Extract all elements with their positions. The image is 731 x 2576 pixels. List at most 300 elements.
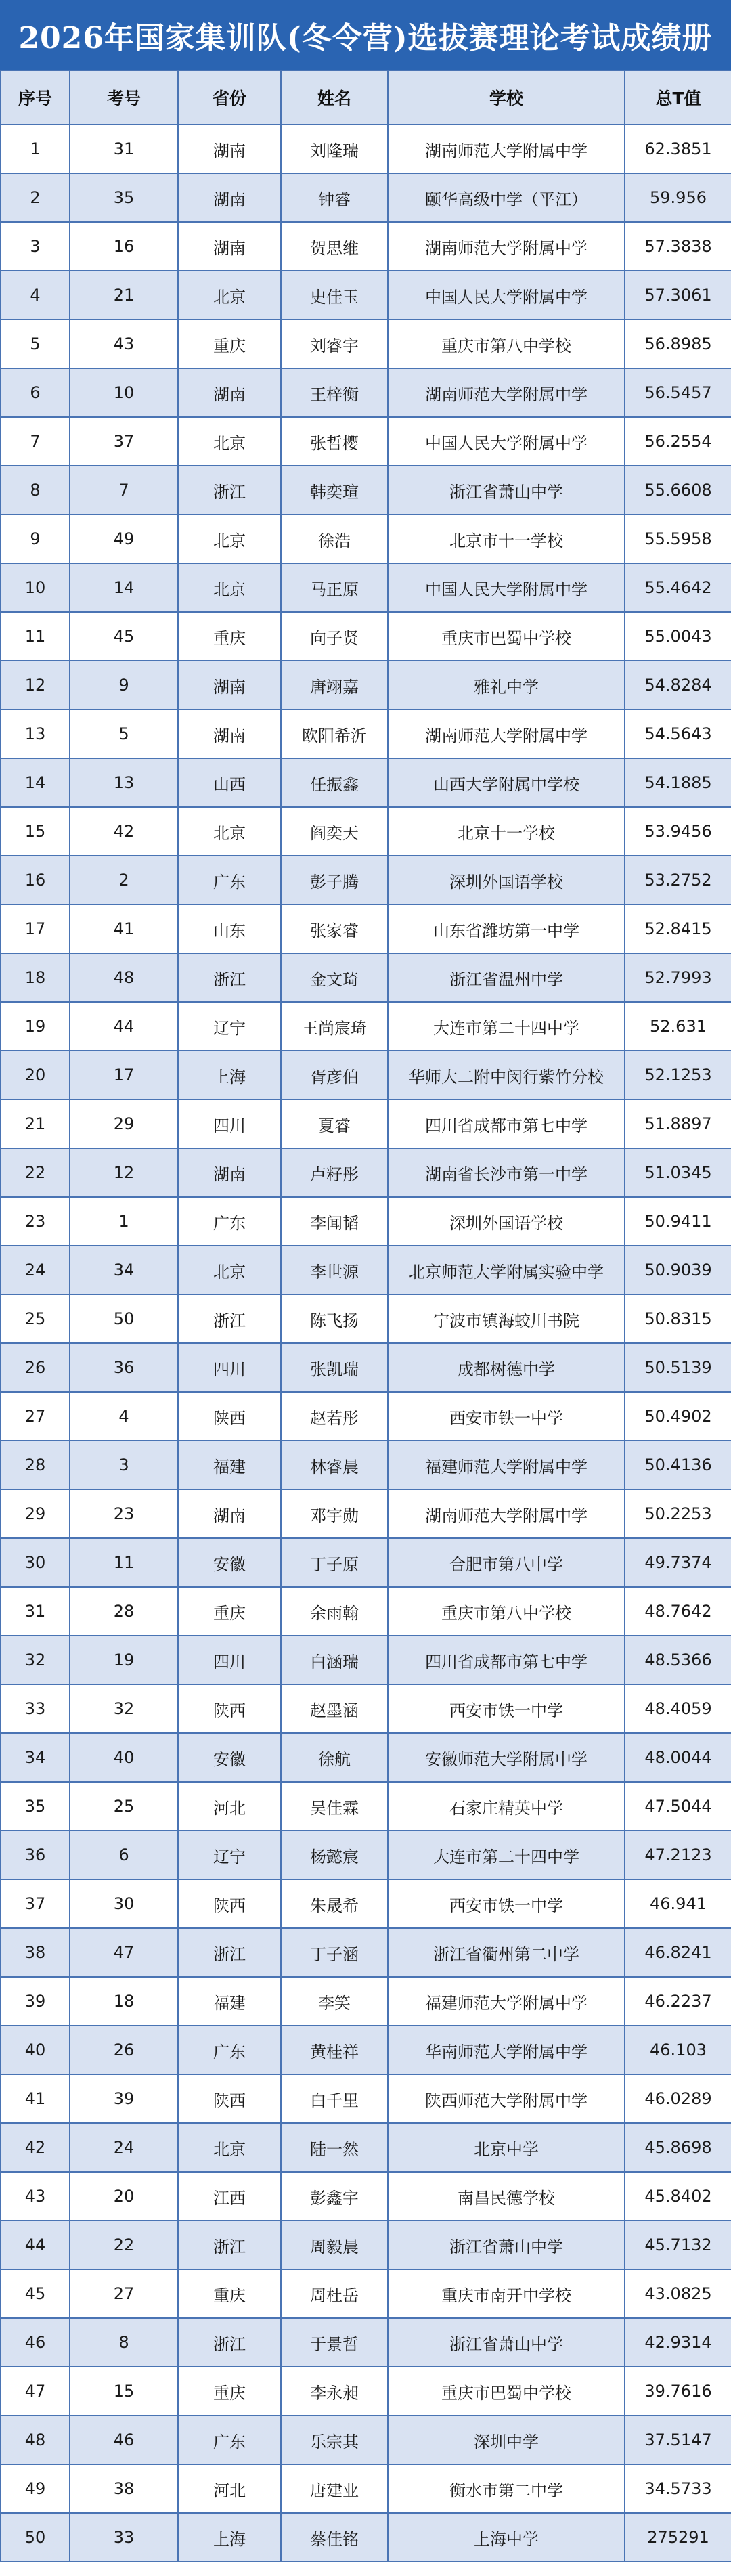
cell-province: 重庆	[178, 2269, 281, 2318]
table-row	[1, 856, 731, 904]
cell-exam-number: 47	[70, 1928, 178, 1977]
cell-rank: 28	[1, 1441, 70, 1489]
cell-name: 吴佳霖	[281, 1782, 388, 1831]
cell-province: 湖南	[178, 125, 281, 173]
cell-school: 浙江省温州中学	[388, 953, 625, 1002]
cell-school: 湖南省长沙市第一中学	[388, 1148, 625, 1197]
table-row	[1, 807, 731, 856]
cell-school: 华南师范大学附属中学	[388, 2026, 625, 2074]
cell-name: 赵若彤	[281, 1392, 388, 1441]
table-row	[1, 222, 731, 271]
cell-school: 西安市铁一中学	[388, 1684, 625, 1733]
cell-exam-number: 7	[70, 466, 178, 515]
cell-exam-number: 31	[70, 125, 178, 173]
cell-exam-number: 10	[70, 368, 178, 417]
cell-name: 唐翊嘉	[281, 661, 388, 710]
cell-rank: 18	[1, 953, 70, 1002]
cell-school: 四川省成都市第七中学	[388, 1099, 625, 1148]
cell-exam-number: 35	[70, 173, 178, 222]
cell-rank: 5	[1, 320, 70, 368]
cell-total-t: 57.3838	[625, 222, 731, 271]
cell-school: 安徽师范大学附属中学	[388, 1733, 625, 1782]
cell-school: 衡水市第二中学	[388, 2464, 625, 2513]
cell-exam-number: 29	[70, 1099, 178, 1148]
cell-school: 重庆市第八中学校	[388, 320, 625, 368]
cell-exam-number: 44	[70, 1002, 178, 1051]
cell-school: 湖南师范大学附属中学	[388, 125, 625, 173]
cell-name: 陈飞扬	[281, 1294, 388, 1343]
cell-name: 张家睿	[281, 904, 388, 953]
cell-school: 深圳外国语学校	[388, 1197, 625, 1246]
cell-name: 徐航	[281, 1733, 388, 1782]
cell-name: 陆一然	[281, 2123, 388, 2172]
cell-rank: 21	[1, 1099, 70, 1148]
cell-exam-number: 17	[70, 1051, 178, 1099]
cell-province: 广东	[178, 856, 281, 904]
cell-total-t: 43.0825	[625, 2269, 731, 2318]
cell-name: 周毅晨	[281, 2221, 388, 2269]
cell-total-t: 54.8284	[625, 661, 731, 710]
cell-rank: 44	[1, 2221, 70, 2269]
table-row	[1, 125, 731, 173]
cell-rank: 14	[1, 758, 70, 807]
cell-exam-number: 27	[70, 2269, 178, 2318]
table-row	[1, 563, 731, 612]
cell-exam-number: 21	[70, 271, 178, 320]
cell-total-t: 42.9314	[625, 2318, 731, 2367]
cell-rank: 38	[1, 1928, 70, 1977]
cell-name: 丁子原	[281, 1538, 388, 1587]
cell-province: 重庆	[178, 320, 281, 368]
cell-name: 张哲樱	[281, 417, 388, 466]
cell-total-t: 51.8897	[625, 1099, 731, 1148]
cell-total-t: 55.4642	[625, 563, 731, 612]
table-row	[1, 1051, 731, 1099]
cell-total-t: 46.2237	[625, 1977, 731, 2026]
cell-province: 重庆	[178, 2367, 281, 2416]
page-title: 2026年国家集训队(冬令营)选拔赛理论考试成绩册	[0, 0, 731, 70]
cell-name: 向子贤	[281, 612, 388, 661]
cell-rank: 26	[1, 1343, 70, 1392]
cell-name: 史佳玉	[281, 271, 388, 320]
cell-rank: 40	[1, 2026, 70, 2074]
cell-rank: 25	[1, 1294, 70, 1343]
cell-name: 卢籽彤	[281, 1148, 388, 1197]
table-row	[1, 2269, 731, 2318]
cell-exam-number: 14	[70, 563, 178, 612]
cell-province: 浙江	[178, 2221, 281, 2269]
cell-exam-number: 48	[70, 953, 178, 1002]
cell-exam-number: 11	[70, 1538, 178, 1587]
cell-name: 林睿晨	[281, 1441, 388, 1489]
cell-name: 邓宇勋	[281, 1489, 388, 1538]
cell-exam-number: 42	[70, 807, 178, 856]
cell-name: 韩奕瑄	[281, 466, 388, 515]
cell-school: 浙江省萧山中学	[388, 2318, 625, 2367]
cell-school: 湖南师范大学附属中学	[388, 1489, 625, 1538]
cell-name: 周杜岳	[281, 2269, 388, 2318]
table-row	[1, 1684, 731, 1733]
cell-total-t: 48.4059	[625, 1684, 731, 1733]
cell-rank: 22	[1, 1148, 70, 1197]
cell-province: 上海	[178, 1051, 281, 1099]
cell-province: 湖南	[178, 222, 281, 271]
cell-total-t: 55.5958	[625, 515, 731, 563]
cell-total-t: 46.941	[625, 1879, 731, 1928]
table-row	[1, 2367, 731, 2416]
cell-school: 重庆市南开中学校	[388, 2269, 625, 2318]
cell-total-t: 62.3851	[625, 125, 731, 173]
cell-province: 上海	[178, 2513, 281, 2562]
cell-province: 山东	[178, 904, 281, 953]
cell-exam-number: 6	[70, 1831, 178, 1879]
cell-school: 中国人民大学附属中学	[388, 563, 625, 612]
cell-total-t: 54.1885	[625, 758, 731, 807]
cell-rank: 42	[1, 2123, 70, 2172]
cell-rank: 48	[1, 2416, 70, 2464]
cell-total-t: 48.5366	[625, 1636, 731, 1684]
cell-total-t: 51.0345	[625, 1148, 731, 1197]
cell-total-t: 45.7132	[625, 2221, 731, 2269]
table-row	[1, 2513, 731, 2562]
cell-exam-number: 9	[70, 661, 178, 710]
table-row	[1, 1441, 731, 1489]
cell-school: 成都树德中学	[388, 1343, 625, 1392]
cell-exam-number: 23	[70, 1489, 178, 1538]
cell-total-t: 56.2554	[625, 417, 731, 466]
cell-rank: 3	[1, 222, 70, 271]
cell-province: 四川	[178, 1636, 281, 1684]
table-header	[1, 70, 731, 125]
cell-school: 北京中学	[388, 2123, 625, 2172]
cell-name: 王梓衡	[281, 368, 388, 417]
cell-school: 石家庄精英中学	[388, 1782, 625, 1831]
cell-province: 辽宁	[178, 1831, 281, 1879]
cell-province: 陕西	[178, 2074, 281, 2123]
cell-province: 四川	[178, 1343, 281, 1392]
cell-rank: 16	[1, 856, 70, 904]
table-row	[1, 661, 731, 710]
cell-rank: 19	[1, 1002, 70, 1051]
table-row	[1, 1246, 731, 1294]
cell-province: 北京	[178, 563, 281, 612]
cell-province: 江西	[178, 2172, 281, 2221]
table-row	[1, 2318, 731, 2367]
cell-rank: 23	[1, 1197, 70, 1246]
cell-name: 张凯瑞	[281, 1343, 388, 1392]
cell-province: 陕西	[178, 1392, 281, 1441]
cell-province: 湖南	[178, 368, 281, 417]
cell-rank: 9	[1, 515, 70, 563]
cell-province: 湖南	[178, 1489, 281, 1538]
cell-total-t: 59.956	[625, 173, 731, 222]
cell-rank: 41	[1, 2074, 70, 2123]
cell-exam-number: 4	[70, 1392, 178, 1441]
cell-school: 北京市十一学校	[388, 515, 625, 563]
cell-name: 贺思维	[281, 222, 388, 271]
cell-total-t: 50.2253	[625, 1489, 731, 1538]
cell-school: 宁波市镇海蛟川书院	[388, 1294, 625, 1343]
cell-school: 深圳外国语学校	[388, 856, 625, 904]
table-row	[1, 2026, 731, 2074]
cell-province: 重庆	[178, 1587, 281, 1636]
cell-province: 湖南	[178, 710, 281, 758]
cell-rank: 36	[1, 1831, 70, 1879]
cell-school: 福建师范大学附属中学	[388, 1441, 625, 1489]
col-header-rank: 序号	[1, 70, 70, 125]
table-row	[1, 173, 731, 222]
cell-name: 欧阳希沂	[281, 710, 388, 758]
cell-province: 浙江	[178, 466, 281, 515]
cell-rank: 27	[1, 1392, 70, 1441]
cell-exam-number: 16	[70, 222, 178, 271]
cell-exam-number: 33	[70, 2513, 178, 2562]
cell-exam-number: 43	[70, 320, 178, 368]
cell-exam-number: 1	[70, 1197, 178, 1246]
cell-rank: 32	[1, 1636, 70, 1684]
cell-rank: 12	[1, 661, 70, 710]
cell-name: 黄桂祥	[281, 2026, 388, 2074]
cell-name: 刘隆瑞	[281, 125, 388, 173]
cell-name: 白千里	[281, 2074, 388, 2123]
cell-exam-number: 12	[70, 1148, 178, 1197]
cell-rank: 49	[1, 2464, 70, 2513]
cell-rank: 39	[1, 1977, 70, 2026]
table-row	[1, 1538, 731, 1587]
cell-name: 唐建业	[281, 2464, 388, 2513]
cell-total-t: 52.1253	[625, 1051, 731, 1099]
table-row	[1, 1343, 731, 1392]
cell-name: 阎奕天	[281, 807, 388, 856]
table-row	[1, 1099, 731, 1148]
cell-rank: 29	[1, 1489, 70, 1538]
cell-total-t: 52.8415	[625, 904, 731, 953]
cell-exam-number: 36	[70, 1343, 178, 1392]
table-row	[1, 953, 731, 1002]
cell-school: 中国人民大学附属中学	[388, 271, 625, 320]
cell-school: 大连市第二十四中学	[388, 1002, 625, 1051]
cell-name: 夏睿	[281, 1099, 388, 1148]
cell-name: 余雨翰	[281, 1587, 388, 1636]
cell-name: 白涵瑞	[281, 1636, 388, 1684]
cell-school: 西安市铁一中学	[388, 1879, 625, 1928]
cell-school: 中国人民大学附属中学	[388, 417, 625, 466]
cell-exam-number: 20	[70, 2172, 178, 2221]
cell-school: 浙江省萧山中学	[388, 2221, 625, 2269]
cell-province: 广东	[178, 2416, 281, 2464]
cell-exam-number: 2	[70, 856, 178, 904]
cell-exam-number: 30	[70, 1879, 178, 1928]
table-row	[1, 515, 731, 563]
cell-name: 徐浩	[281, 515, 388, 563]
cell-province: 浙江	[178, 953, 281, 1002]
table-row	[1, 466, 731, 515]
table-row	[1, 904, 731, 953]
cell-rank: 13	[1, 710, 70, 758]
cell-province: 广东	[178, 1197, 281, 1246]
cell-school: 合肥市第八中学	[388, 1538, 625, 1587]
cell-exam-number: 26	[70, 2026, 178, 2074]
cell-total-t: 52.631	[625, 1002, 731, 1051]
table-row	[1, 612, 731, 661]
cell-rank: 43	[1, 2172, 70, 2221]
cell-exam-number: 25	[70, 1782, 178, 1831]
cell-total-t: 47.2123	[625, 1831, 731, 1879]
cell-school: 北京师范大学附属实验中学	[388, 1246, 625, 1294]
cell-school: 湖南师范大学附属中学	[388, 710, 625, 758]
cell-name: 李笑	[281, 1977, 388, 2026]
cell-province: 北京	[178, 515, 281, 563]
cell-province: 福建	[178, 1977, 281, 2026]
table-row	[1, 1392, 731, 1441]
cell-exam-number: 13	[70, 758, 178, 807]
cell-province: 四川	[178, 1099, 281, 1148]
cell-total-t: 55.0043	[625, 612, 731, 661]
cell-school: 重庆市第八中学校	[388, 1587, 625, 1636]
table-row	[1, 2123, 731, 2172]
cell-province: 北京	[178, 2123, 281, 2172]
cell-name: 赵墨涵	[281, 1684, 388, 1733]
cell-total-t: 53.2752	[625, 856, 731, 904]
table-body	[1, 125, 731, 2562]
cell-name: 丁子涵	[281, 1928, 388, 1977]
cell-rank: 11	[1, 612, 70, 661]
cell-school: 浙江省萧山中学	[388, 466, 625, 515]
cell-exam-number: 24	[70, 2123, 178, 2172]
cell-name: 王尚宸琦	[281, 1002, 388, 1051]
table-row	[1, 1489, 731, 1538]
cell-exam-number: 19	[70, 1636, 178, 1684]
cell-name: 杨懿宸	[281, 1831, 388, 1879]
cell-name: 金文琦	[281, 953, 388, 1002]
cell-rank: 20	[1, 1051, 70, 1099]
cell-total-t: 50.8315	[625, 1294, 731, 1343]
cell-school: 西安市铁一中学	[388, 1392, 625, 1441]
cell-school: 湖南师范大学附属中学	[388, 222, 625, 271]
cell-exam-number: 28	[70, 1587, 178, 1636]
cell-province: 浙江	[178, 1294, 281, 1343]
cell-exam-number: 50	[70, 1294, 178, 1343]
cell-province: 湖南	[178, 1148, 281, 1197]
col-header-province: 省份	[178, 70, 281, 125]
cell-rank: 46	[1, 2318, 70, 2367]
col-header-total-t: 总T值	[625, 70, 731, 125]
cell-name: 朱晟希	[281, 1879, 388, 1928]
cell-total-t: 46.103	[625, 2026, 731, 2074]
table-row	[1, 320, 731, 368]
cell-exam-number: 39	[70, 2074, 178, 2123]
cell-total-t: 48.7642	[625, 1587, 731, 1636]
col-header-name: 姓名	[281, 70, 388, 125]
table-row	[1, 368, 731, 417]
cell-total-t: 53.9456	[625, 807, 731, 856]
cell-rank: 50	[1, 2513, 70, 2562]
cell-school: 南昌民德学校	[388, 2172, 625, 2221]
cell-name: 马正原	[281, 563, 388, 612]
cell-name: 李世源	[281, 1246, 388, 1294]
cell-province: 福建	[178, 1441, 281, 1489]
cell-exam-number: 18	[70, 1977, 178, 2026]
cell-total-t: 50.4902	[625, 1392, 731, 1441]
cell-total-t: 37.5147	[625, 2416, 731, 2464]
cell-province: 辽宁	[178, 1002, 281, 1051]
cell-province: 北京	[178, 1246, 281, 1294]
cell-exam-number: 5	[70, 710, 178, 758]
table-row	[1, 2464, 731, 2513]
cell-total-t: 50.9039	[625, 1246, 731, 1294]
cell-school: 重庆市巴蜀中学校	[388, 612, 625, 661]
cell-total-t: 56.8985	[625, 320, 731, 368]
cell-province: 安徽	[178, 1538, 281, 1587]
cell-school: 福建师范大学附属中学	[388, 1977, 625, 2026]
cell-rank: 10	[1, 563, 70, 612]
table-row	[1, 1197, 731, 1246]
cell-province: 河北	[178, 2464, 281, 2513]
cell-exam-number: 22	[70, 2221, 178, 2269]
cell-name: 彭子腾	[281, 856, 388, 904]
cell-rank: 1	[1, 125, 70, 173]
cell-province: 北京	[178, 807, 281, 856]
cell-school: 山西大学附属中学校	[388, 758, 625, 807]
cell-school: 山东省潍坊第一中学	[388, 904, 625, 953]
col-header-exam-number: 考号	[70, 70, 178, 125]
cell-rank: 15	[1, 807, 70, 856]
cell-province: 北京	[178, 271, 281, 320]
cell-exam-number: 37	[70, 417, 178, 466]
cell-exam-number: 3	[70, 1441, 178, 1489]
cell-total-t: 50.4136	[625, 1441, 731, 1489]
cell-rank: 30	[1, 1538, 70, 1587]
header-row	[1, 70, 731, 125]
cell-province: 山西	[178, 758, 281, 807]
table-row	[1, 2172, 731, 2221]
cell-exam-number: 32	[70, 1684, 178, 1733]
cell-exam-number: 46	[70, 2416, 178, 2464]
cell-total-t: 47.5044	[625, 1782, 731, 1831]
cell-name: 彭鑫宇	[281, 2172, 388, 2221]
cell-total-t: 45.8698	[625, 2123, 731, 2172]
cell-name: 于景哲	[281, 2318, 388, 2367]
cell-rank: 8	[1, 466, 70, 515]
cell-total-t: 46.8241	[625, 1928, 731, 1977]
cell-rank: 4	[1, 271, 70, 320]
cell-total-t: 45.8402	[625, 2172, 731, 2221]
cell-exam-number: 41	[70, 904, 178, 953]
cell-total-t: 55.6608	[625, 466, 731, 515]
cell-exam-number: 15	[70, 2367, 178, 2416]
cell-total-t: 49.7374	[625, 1538, 731, 1587]
cell-school: 颐华高级中学（平江）	[388, 173, 625, 222]
cell-total-t: 50.9411	[625, 1197, 731, 1246]
cell-province: 浙江	[178, 1928, 281, 1977]
table-row	[1, 1879, 731, 1928]
cell-province: 重庆	[178, 612, 281, 661]
cell-name: 蔡佳铭	[281, 2513, 388, 2562]
cell-rank: 37	[1, 1879, 70, 1928]
cell-rank: 6	[1, 368, 70, 417]
cell-province: 河北	[178, 1782, 281, 1831]
cell-rank: 34	[1, 1733, 70, 1782]
cell-province: 安徽	[178, 1733, 281, 1782]
col-header-school: 学校	[388, 70, 625, 125]
cell-school: 华师大二附中闵行紫竹分校	[388, 1051, 625, 1099]
cell-exam-number: 45	[70, 612, 178, 661]
cell-rank: 24	[1, 1246, 70, 1294]
cell-school: 雅礼中学	[388, 661, 625, 710]
cell-total-t: 50.5139	[625, 1343, 731, 1392]
cell-province: 湖南	[178, 173, 281, 222]
cell-school: 陕西师范大学附属中学	[388, 2074, 625, 2123]
